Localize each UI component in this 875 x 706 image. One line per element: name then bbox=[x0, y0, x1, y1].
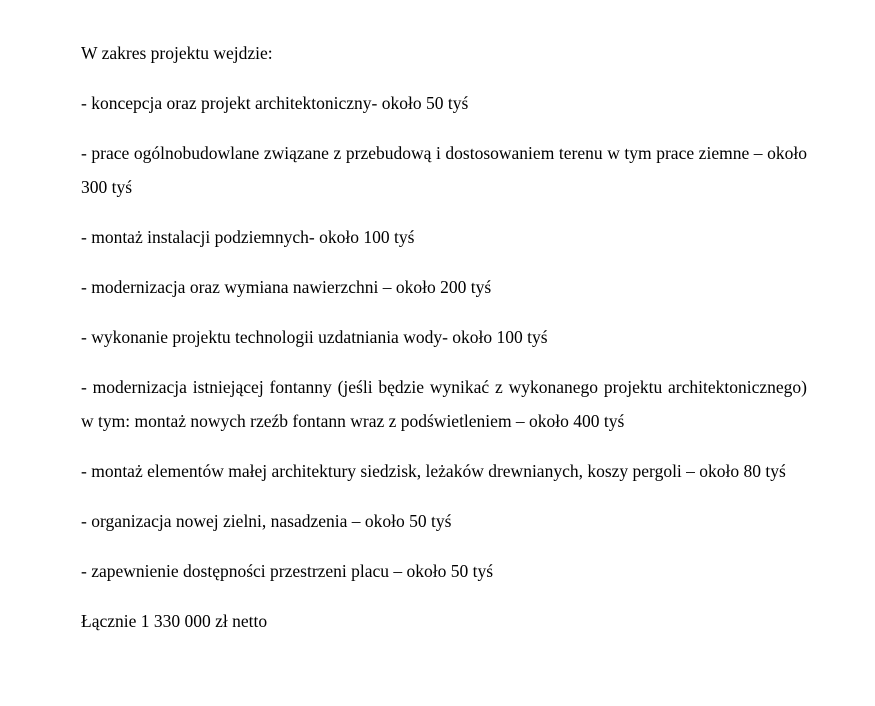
total-paragraph: Łącznie 1 330 000 zł netto bbox=[81, 611, 268, 631]
list-item: - wykonanie projektu technologii uzdatniania wody- około 100 tyś bbox=[81, 327, 548, 347]
list-item: - montaż instalacji podziemnych- około 100 tyś bbox=[81, 227, 415, 247]
list-item: - prace ogólnobudowlane związane z przebudową i dostosowaniem terenu w tym prace ziemne – około 300 tyś bbox=[81, 143, 807, 197]
list-item: - modernizacja istniejącej fontanny (jeśli będzie wynikać z wykonanego projektu architektonicznego) w tym: montaż nowych rzeźb fontann wraz z podświetleniem – około 400 tyś bbox=[81, 377, 807, 431]
list-item: - montaż elementów małej architektury siedzisk, leżaków drewnianych, koszy pergoli – około 80 tyś bbox=[81, 461, 786, 481]
document-body bbox=[81, 36, 807, 654]
list-item: - zapewnienie dostępności przestrzeni placu – około 50 tyś bbox=[81, 561, 494, 581]
list-item: - modernizacja oraz wymiana nawierzchni – około 200 tyś bbox=[81, 277, 492, 297]
list-item: - organizacja nowej zielni, nasadzenia – około 50 tyś bbox=[81, 511, 452, 531]
intro-paragraph: W zakres projektu wejdzie: bbox=[81, 43, 273, 63]
list-item: - koncepcja oraz projekt architektoniczny- około 50 tyś bbox=[81, 93, 469, 113]
